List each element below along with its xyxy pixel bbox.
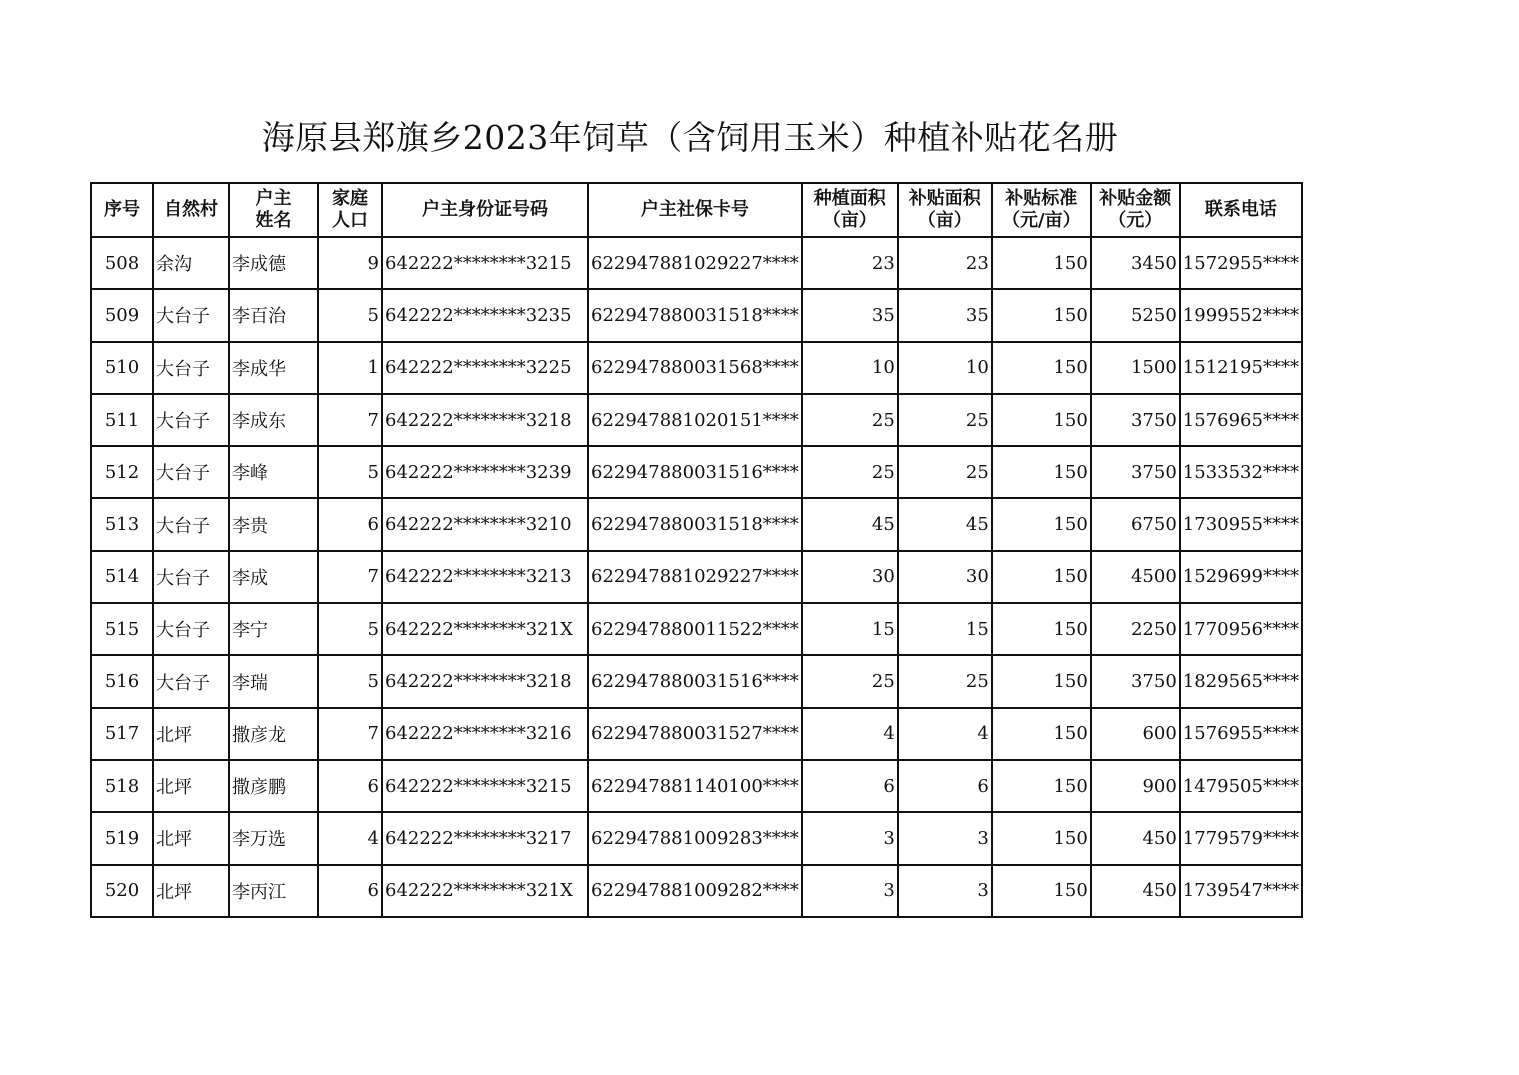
cell-id: 642222********321X [382, 603, 588, 655]
cell-village: 大台子 [153, 551, 229, 603]
header-village: 自然村 [153, 183, 229, 237]
cell-standard: 150 [992, 708, 1091, 760]
cell-amount: 450 [1091, 865, 1180, 917]
cell-plant-area: 23 [802, 237, 898, 289]
cell-phone: 1529699**** [1180, 551, 1302, 603]
table-row [91, 498, 1302, 550]
cell-phone: 1779579**** [1180, 812, 1302, 864]
cell-name: 李丙江 [229, 865, 318, 917]
cell-village: 大台子 [153, 655, 229, 707]
cell-family: 6 [318, 498, 382, 550]
cell-name: 李成华 [229, 342, 318, 394]
cell-plant-area: 25 [802, 446, 898, 498]
cell-standard: 150 [992, 760, 1091, 812]
cell-card: 622947880031518**** [588, 498, 802, 550]
cell-id: 642222********3225 [382, 342, 588, 394]
header-card: 户主社保卡号 [588, 183, 802, 237]
cell-id: 642222********3213 [382, 551, 588, 603]
cell-family: 4 [318, 812, 382, 864]
cell-card: 622947881029227**** [588, 237, 802, 289]
cell-id: 642222********3216 [382, 708, 588, 760]
header-family: 家庭 人口 [318, 183, 382, 237]
cell-standard: 150 [992, 865, 1091, 917]
cell-standard: 150 [992, 289, 1091, 341]
cell-seq: 515 [91, 603, 153, 655]
cell-id: 642222********3217 [382, 812, 588, 864]
cell-village: 余沟 [153, 237, 229, 289]
table-row [91, 342, 1302, 394]
header-standard: 补贴标准 （元/亩） [992, 183, 1091, 237]
cell-family: 5 [318, 289, 382, 341]
cell-card: 622947880031518**** [588, 289, 802, 341]
cell-phone: 1512195**** [1180, 342, 1302, 394]
cell-card: 622947880031516**** [588, 446, 802, 498]
table-row [91, 708, 1302, 760]
cell-standard: 150 [992, 237, 1091, 289]
cell-seq: 517 [91, 708, 153, 760]
cell-name: 撒彦龙 [229, 708, 318, 760]
cell-amount: 600 [1091, 708, 1180, 760]
table-row [91, 394, 1302, 446]
cell-family: 1 [318, 342, 382, 394]
cell-village: 大台子 [153, 446, 229, 498]
cell-village: 北坪 [153, 760, 229, 812]
cell-seq: 512 [91, 446, 153, 498]
cell-village: 大台子 [153, 603, 229, 655]
cell-family: 5 [318, 655, 382, 707]
cell-name: 撒彦鹏 [229, 760, 318, 812]
cell-village: 大台子 [153, 498, 229, 550]
cell-phone: 1533532**** [1180, 446, 1302, 498]
table-row [91, 760, 1302, 812]
cell-id: 642222********3218 [382, 394, 588, 446]
cell-amount: 1500 [1091, 342, 1180, 394]
table-row [91, 446, 1302, 498]
cell-standard: 150 [992, 551, 1091, 603]
cell-id: 642222********3215 [382, 237, 588, 289]
cell-subsidy-area: 4 [898, 708, 992, 760]
cell-seq: 514 [91, 551, 153, 603]
table-row [91, 655, 1302, 707]
cell-subsidy-area: 10 [898, 342, 992, 394]
cell-phone: 1479505**** [1180, 760, 1302, 812]
cell-phone: 1730955**** [1180, 498, 1302, 550]
cell-family: 7 [318, 708, 382, 760]
cell-plant-area: 45 [802, 498, 898, 550]
cell-standard: 150 [992, 394, 1091, 446]
table-row [91, 603, 1302, 655]
cell-family: 6 [318, 865, 382, 917]
table-row [91, 237, 1302, 289]
table-row [91, 551, 1302, 603]
header-row [91, 183, 1302, 237]
cell-id: 642222********3235 [382, 289, 588, 341]
cell-amount: 900 [1091, 760, 1180, 812]
cell-village: 北坪 [153, 812, 229, 864]
cell-subsidy-area: 25 [898, 446, 992, 498]
cell-standard: 150 [992, 342, 1091, 394]
cell-id: 642222********3215 [382, 760, 588, 812]
cell-card: 622947880031527**** [588, 708, 802, 760]
cell-name: 李瑞 [229, 655, 318, 707]
cell-village: 北坪 [153, 865, 229, 917]
cell-seq: 520 [91, 865, 153, 917]
cell-subsidy-area: 45 [898, 498, 992, 550]
cell-id: 642222********3210 [382, 498, 588, 550]
table-row [91, 865, 1302, 917]
header-name: 户主 姓名 [229, 183, 318, 237]
cell-subsidy-area: 35 [898, 289, 992, 341]
cell-standard: 150 [992, 603, 1091, 655]
cell-name: 李成德 [229, 237, 318, 289]
cell-name: 李峰 [229, 446, 318, 498]
cell-seq: 509 [91, 289, 153, 341]
cell-name: 李成 [229, 551, 318, 603]
cell-phone: 1999552**** [1180, 289, 1302, 341]
cell-subsidy-area: 25 [898, 655, 992, 707]
cell-amount: 6750 [1091, 498, 1180, 550]
cell-plant-area: 15 [802, 603, 898, 655]
cell-id: 642222********321X [382, 865, 588, 917]
cell-amount: 3750 [1091, 394, 1180, 446]
cell-name: 李贵 [229, 498, 318, 550]
cell-card: 622947881029227**** [588, 551, 802, 603]
cell-amount: 2250 [1091, 603, 1180, 655]
cell-plant-area: 4 [802, 708, 898, 760]
cell-plant-area: 25 [802, 655, 898, 707]
cell-family: 6 [318, 760, 382, 812]
cell-family: 5 [318, 603, 382, 655]
cell-phone: 1739547**** [1180, 865, 1302, 917]
cell-phone: 1576955**** [1180, 708, 1302, 760]
cell-amount: 3750 [1091, 655, 1180, 707]
cell-phone: 1770956**** [1180, 603, 1302, 655]
cell-standard: 150 [992, 655, 1091, 707]
cell-phone: 1576965**** [1180, 394, 1302, 446]
cell-subsidy-area: 23 [898, 237, 992, 289]
cell-name: 李万选 [229, 812, 318, 864]
cell-amount: 4500 [1091, 551, 1180, 603]
cell-village: 大台子 [153, 394, 229, 446]
cell-card: 622947881020151**** [588, 394, 802, 446]
cell-seq: 516 [91, 655, 153, 707]
cell-plant-area: 6 [802, 760, 898, 812]
header-amount: 补贴金额 （元） [1091, 183, 1180, 237]
header-seq: 序号 [91, 183, 153, 237]
cell-standard: 150 [992, 446, 1091, 498]
cell-plant-area: 3 [802, 812, 898, 864]
cell-subsidy-area: 3 [898, 812, 992, 864]
cell-card: 622947880031568**** [588, 342, 802, 394]
cell-name: 李成东 [229, 394, 318, 446]
cell-card: 622947881009282**** [588, 865, 802, 917]
cell-plant-area: 35 [802, 289, 898, 341]
cell-card: 622947881140100**** [588, 760, 802, 812]
cell-standard: 150 [992, 812, 1091, 864]
cell-village: 大台子 [153, 342, 229, 394]
page-title: 海原县郑旗乡2023年饲草（含饲用玉米）种植补贴花名册 [261, 118, 1119, 157]
cell-family: 7 [318, 551, 382, 603]
header-phone: 联系电话 [1180, 183, 1302, 237]
cell-seq: 508 [91, 237, 153, 289]
table-row [91, 812, 1302, 864]
cell-seq: 513 [91, 498, 153, 550]
cell-amount: 3450 [1091, 237, 1180, 289]
cell-seq: 518 [91, 760, 153, 812]
cell-card: 622947881009283**** [588, 812, 802, 864]
cell-amount: 450 [1091, 812, 1180, 864]
cell-seq: 511 [91, 394, 153, 446]
cell-amount: 5250 [1091, 289, 1180, 341]
cell-phone: 1572955**** [1180, 237, 1302, 289]
cell-id: 642222********3218 [382, 655, 588, 707]
cell-plant-area: 30 [802, 551, 898, 603]
cell-seq: 510 [91, 342, 153, 394]
cell-subsidy-area: 6 [898, 760, 992, 812]
cell-plant-area: 25 [802, 394, 898, 446]
cell-phone: 1829565**** [1180, 655, 1302, 707]
cell-subsidy-area: 15 [898, 603, 992, 655]
header-id: 户主身份证号码 [382, 183, 588, 237]
cell-family: 5 [318, 446, 382, 498]
cell-village: 大台子 [153, 289, 229, 341]
cell-village: 北坪 [153, 708, 229, 760]
cell-id: 642222********3239 [382, 446, 588, 498]
cell-family: 7 [318, 394, 382, 446]
cell-amount: 3750 [1091, 446, 1180, 498]
header-plant-area: 种植面积 （亩） [802, 183, 898, 237]
cell-plant-area: 10 [802, 342, 898, 394]
cell-plant-area: 3 [802, 865, 898, 917]
cell-name: 李宁 [229, 603, 318, 655]
cell-card: 622947880031516**** [588, 655, 802, 707]
cell-card: 622947880011522**** [588, 603, 802, 655]
cell-seq: 519 [91, 812, 153, 864]
table-row [91, 289, 1302, 341]
subsidy-table [90, 182, 1303, 918]
cell-family: 9 [318, 237, 382, 289]
cell-subsidy-area: 30 [898, 551, 992, 603]
cell-standard: 150 [992, 498, 1091, 550]
cell-subsidy-area: 25 [898, 394, 992, 446]
header-subsidy-area: 补贴面积 （亩） [898, 183, 992, 237]
cell-subsidy-area: 3 [898, 865, 992, 917]
cell-name: 李百治 [229, 289, 318, 341]
